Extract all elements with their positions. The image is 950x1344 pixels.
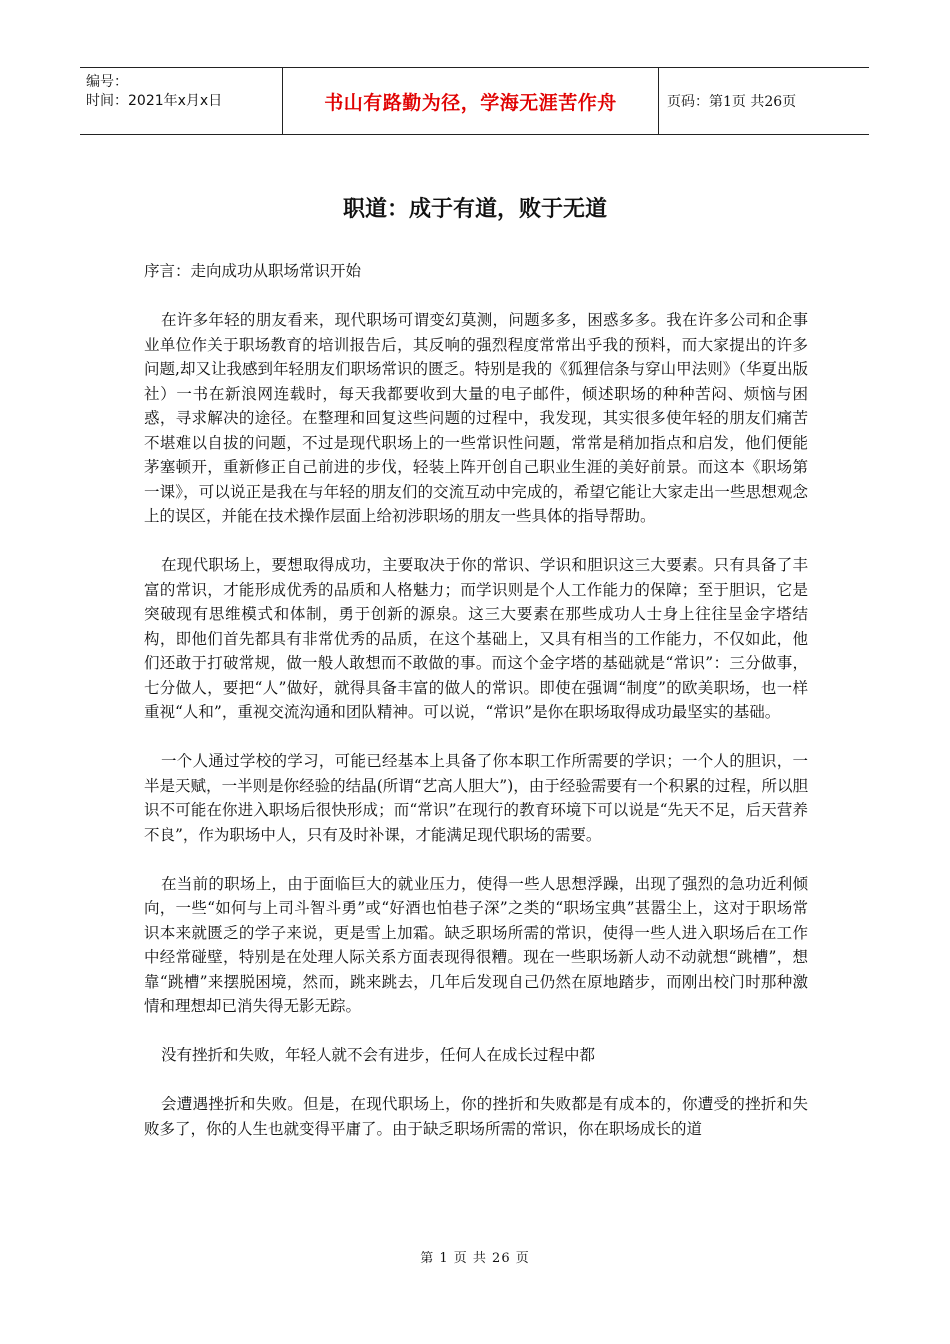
paragraph-4: 在当前的职场上，由于面临巨大的就业压力，使得一些人思想浮躁，出现了强烈的急功近利倾向，一些“如何与上司斗智斗勇”或“好酒也怕巷子深”之类的“职场宝典”甚嚣尘上，这对于职场常识本来就匮乏的学子来说，更是雪上加霜。缺乏职场所需的常识，使得一些人进入职场后在工作中经常碰壁，特别是在处理人际关系方面表现得很糟。现在一些职场新人动不动就想“跳槽”，想靠“跳槽”来摆脱困境，然而，跳来跳去，几年后发现自己仍然在原地踏步，而刚出校门时那种激情和理想却已消失得无影无踪。 <box>144 874 808 1015</box>
header-page-cell <box>659 68 869 134</box>
preface-heading: 序言：走向成功从职场常识开始 <box>144 262 362 280</box>
paragraph-1: 在许多年轻的朋友看来，现代职场可谓变幻莫测，问题多多，困惑多多。我在许多公司和企事业单位作关于职场教育的培训报告后，其反响的强烈程度常常出乎我的预料，而大家提出的许多问题,却又让我感到年轻朋友们职场常识的匮乏。特别是我的《狐狸信条与穿山甲法则》（华夏出版社）一书在新浪网连载时，每天我都要收到大量的电子邮件，倾述职场的种种苦闷、烦恼与困惑，寻求解决的途径。在整理和回复这些问题的过程中，我发现，其实很多使年轻的朋友们痛苦不堪难以自拔的问题，不过是现代职场上的一些常识性问题，常常是稍加指点和启发，他们便能茅塞顿开，重新修正自己前进的步伐，轻装上阵开创自己职业生涯的美好前景。而这本《职场第一课》，可以说正是我在与年轻的朋友们的交流互动中完成的，希望它能让大家走出一些思想观念上的误区，并能在技术操作层面上给初涉职场的朋友一些具体的指导帮助。 <box>144 311 808 525</box>
header-meta-cell <box>80 68 283 134</box>
page-info: 页码：第1页 共26页 <box>667 94 797 110</box>
paragraph-2: 在现代职场上，要想取得成功，主要取决于你的常识、学识和胆识这三大要素。只有具备了丰富的常识，才能形成优秀的品质和人格魅力；而学识则是个人工作能力的保障；至于胆识，它是突破现有思维模式和体制，勇于创新的源泉。这三大要素在那些成功人士身上往往呈金字塔结构，即他们首先都具有非常优秀的品质，在这个基础上，又具有相当的工作能力，不仅如此，他们还敢于打破常规，做一般人敢想而不敢做的事。而这个金字塔的基础就是“常识”：三分做事，七分做人，要把“人”做好，就得具备丰富的做人的常识。即使在强调“制度”的欧美职场，也一样重视“人和”，重视交流沟通和团队精神。可以说，“常识”是你在职场取得成功最坚实的基础。 <box>144 556 808 721</box>
header-motto-cell <box>283 68 659 134</box>
paragraph-5: 没有挫折和失败，年轻人就不会有进步，任何人在成长过程中都 <box>161 1046 596 1064</box>
document-body <box>144 259 808 1141</box>
number-label: 编号： <box>86 74 128 90</box>
document-header <box>80 67 869 135</box>
page-footer: 第 1 页 共 26 页 <box>420 1251 530 1266</box>
time-label: 时间：2021年x月x日 <box>86 93 223 109</box>
paragraph-3: 一个人通过学校的学习，可能已经基本上具备了你本职工作所需要的学识；一个人的胆识，一半是天赋，一半则是你经验的结晶(所谓“艺高人胆大”)，由于经验需要有一个积累的过程，所以胆识不可能在你进入职场后很快形成；而“常识”在现行的教育环境下可以说是“先天不足，后天营养不良”，作为职场中人，只有及时补课，才能满足现代职场的需要。 <box>144 752 808 844</box>
paragraph-6: 会遭遇挫折和失败。但是，在现代职场上，你的挫折和失败都是有成本的，你遭受的挫折和失败多了，你的人生也就变得平庸了。由于缺乏职场所需的常识，你在职场成长的道 <box>144 1095 808 1138</box>
motto-text: 书山有路勤为径，学海无涯苦作舟 <box>324 91 617 114</box>
document-title: 职道：成于有道，败于无道 <box>342 197 607 222</box>
